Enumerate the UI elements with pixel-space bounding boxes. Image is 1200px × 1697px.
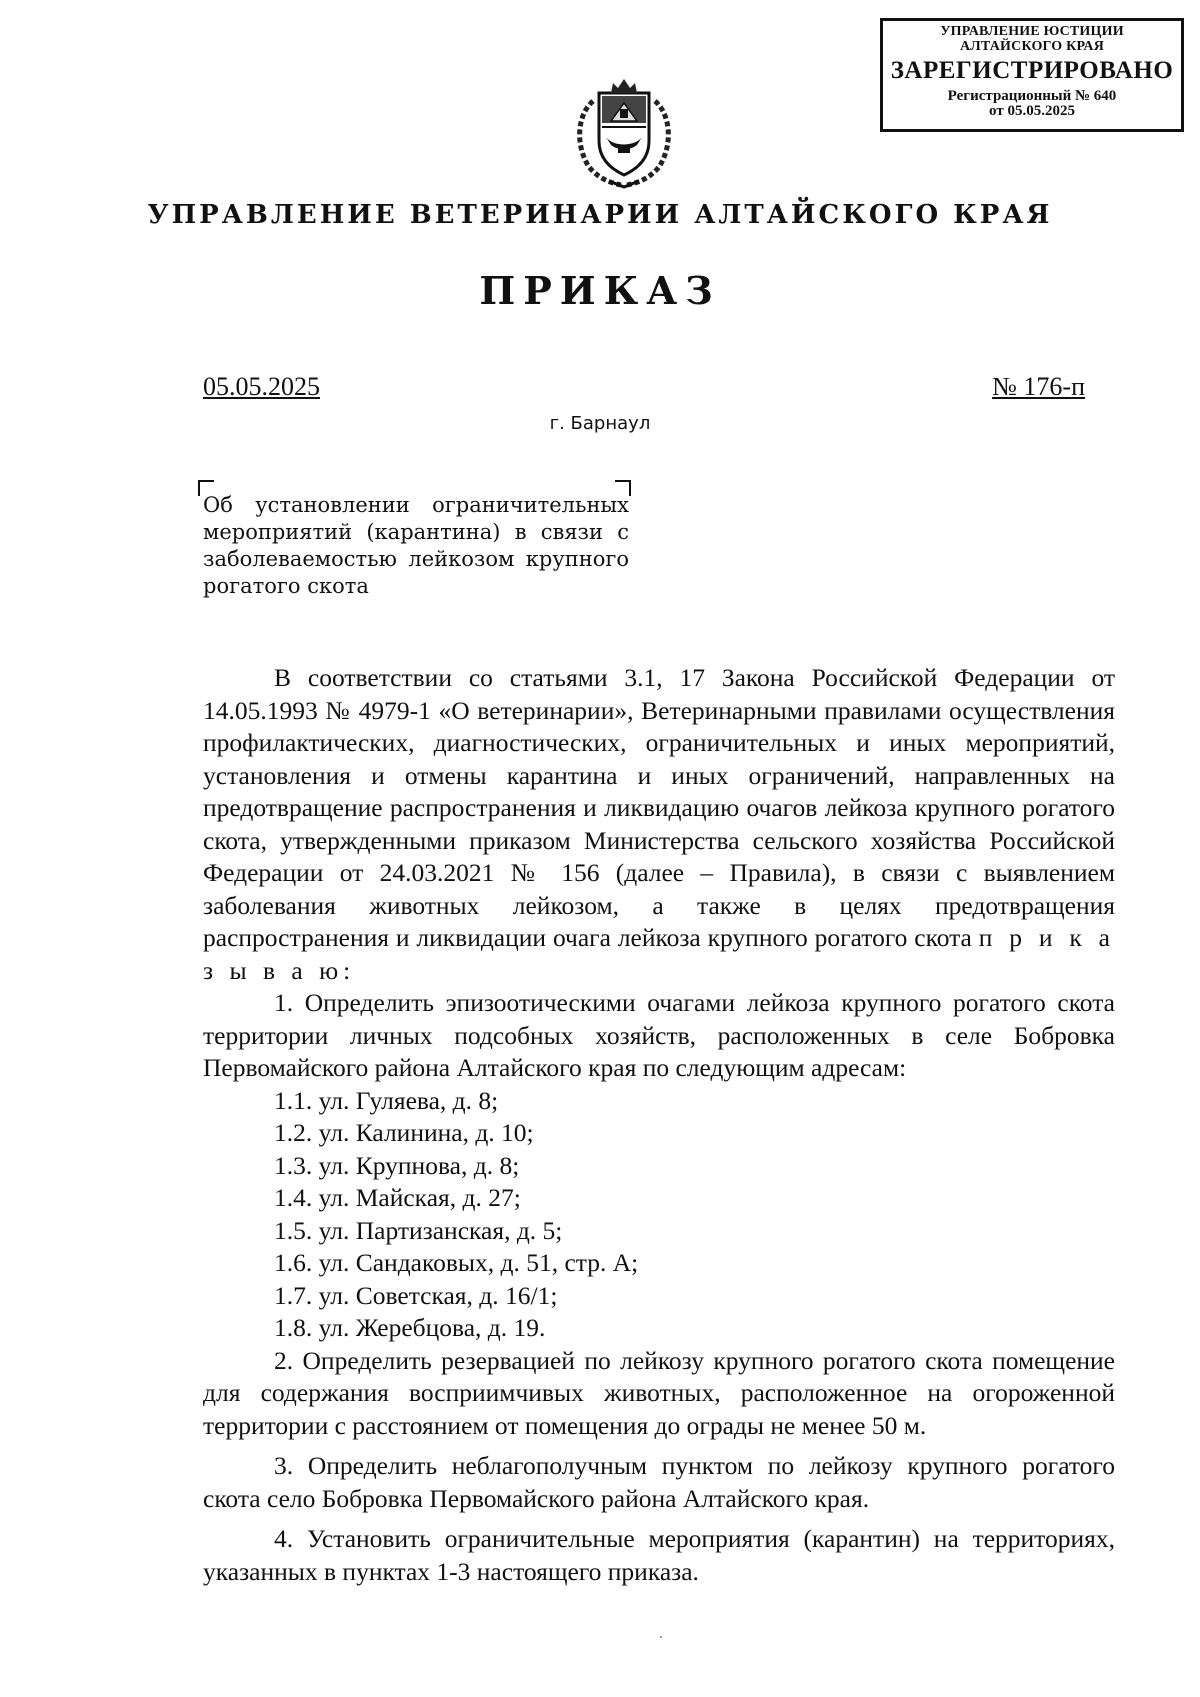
preamble-text: В соответствии со статьями 3.1, 17 Закона Российской Федерации от 14.05.1993 № 4979-1 «О ветеринарии», Ветеринарными правилами осуществления профилактических, диагностических, ограничительных и иных мероприятий, установления и отмены карантина и иных ограничений, направленных на предотвращение распространения и ликвидацию очагов лейкоза крупного рогатого скота, утвержденными приказом Министерства сельского хозяйства Российской Федерации от 24.03.2021 № 156 (далее – Правила), в связи с выявлением заболевания животных лейкозом, а также в целях предотвращения распространения и ликвидации очага лейкоза крупного рогатого скота [203,663,1115,952]
document-body [203,662,1115,1588]
address-list-item: 1.2. ул. Калинина, д. 10; [274,1118,534,1147]
scan-speck [660,1636,662,1638]
document-type: ПРИКАЗ [479,268,721,313]
stamp-department: УПРАВЛЕНИЕ ЮСТИЦИИ [940,24,1124,39]
address-list-item: 1.4. ул. Майская, д. 27; [274,1183,521,1212]
agency-title: УПРАВЛЕНИЕ ВЕТЕРИНАРИИ АЛТАЙСКОГО КРАЯ [147,200,1053,230]
document-city: г. Барнаул [549,413,651,434]
item-3: 3. Определить неблагополучным пунктом по лейкозу крупного рогатого скота село Бобровка Первомайского района Алтайского края. [203,1451,1115,1513]
coat-of-arms-icon [571,75,677,191]
item-4: 4. Установить ограничительные мероприятия (карантин) на территориях, указанных в пунктах 1-3 настоящего приказа. [203,1524,1115,1586]
address-list-item: 1.8. ул. Жеребцова, д. 19. [274,1313,546,1342]
item-1: 1. Определить эпизоотическими очагами лейкоза крупного рогатого скота территории личных подсобных хозяйств, расположенных в селе Бобровка Первомайского района Алтайского края по следующим адресам: [203,988,1115,1082]
stamp-registration-number: Регистрационный № 640 [947,87,1117,104]
stamp-region: АЛТАЙСКОГО КРАЯ [959,38,1105,54]
registration-stamp [880,18,1184,132]
address-list-item: 1.1. ул. Гуляева, д. 8; [274,1085,499,1115]
order-word: п р и к а з ы в а ю: [203,923,1116,985]
document-subject: Об установлении ограничительных мероприятий (карантина) в связи с заболеваемостью лейкозом крупного рогатого скота [203,493,629,598]
stamp-status: ЗАРЕГИСТРИРОВАНО [890,57,1174,85]
address-list-item: 1.7. ул. Советская, д. 16/1; [274,1280,558,1310]
document-number: № 176-п [992,372,1085,401]
address-list-item: 1.3. ул. Крупнова, д. 8; [274,1150,520,1180]
preamble-paragraph [203,662,1115,987]
document-date: 05.05.2025 [203,372,320,401]
item-2: 2. Определить резервацией по лейкозу крупного рогатого скота помещение для содержания восприимчивых животных, расположенное на огороженной территории с расстоянием от помещения до ограды не менее 50 м. [203,1345,1115,1440]
stamp-date: от 05.05.2025 [989,103,1075,120]
address-list-item: 1.6. ул. Сандаковых, д. 51, стр. А; [274,1248,639,1277]
address-list-item: 1.5. ул. Партизанская, д. 5; [274,1215,563,1245]
